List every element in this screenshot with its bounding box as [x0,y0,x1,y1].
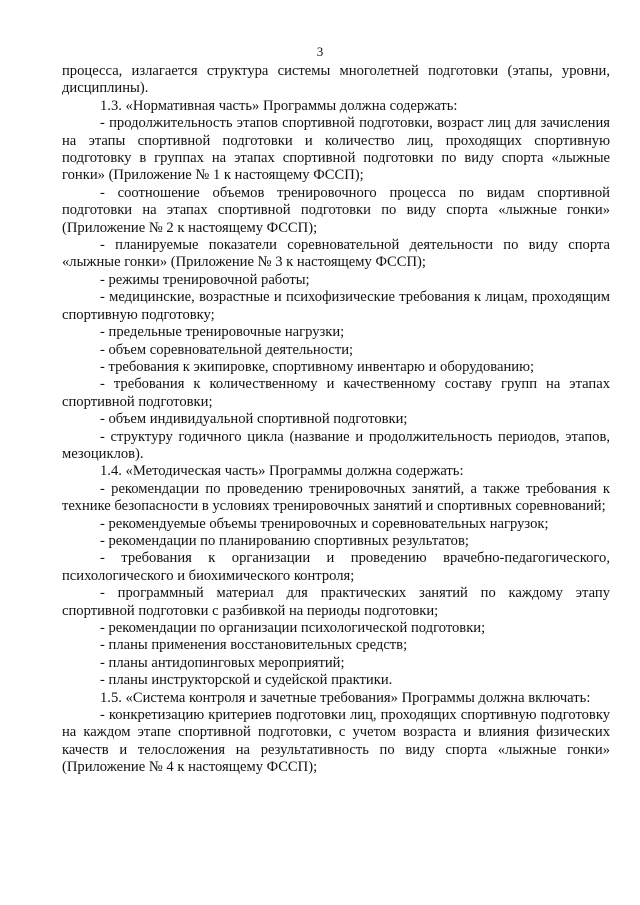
list-item: - рекомендации по планированию спортивных результатов; [100,532,469,549]
list-item: - соотношение объемов тренировочного процесса по видам спортивной подготовки на этапах спортивной подготовки по виду спорта «лыжные гонки» (Приложение № 2 к настоящему ФССП); [62,184,610,236]
list-item: - объем соревновательной деятельности; [100,341,354,358]
section-heading-1-5: 1.5. «Система контроля и зачетные требования» Программы должна включать: [100,689,591,706]
list-item: - программный материал для практических занятий по каждому этапу спортивной подготовки с разбивкой на периоды подготовки; [62,585,610,619]
list-item: - продолжительность этапов спортивной подготовки, возраст лиц для зачисления на этапы спортивной подготовки и количество лиц, проходящих спортивную подготовку в группах на этапах спортивной подготовки по виду спорта «лыжные гонки» (Приложение № 1 к настоящему ФССП); [62,115,610,184]
section-heading-1-3: 1.3. «Нормативная часть» Программы должна содержать: [100,97,458,114]
paragraph: процесса, излагается структура системы многолетней подготовки (этапы, уровни, дисциплины). [62,63,610,97]
list-item: - рекомендации по проведению тренировочных занятий, а также требования к технике безопасности в условиях тренировочных занятий и спортивных соревнований; [62,480,610,515]
list-item: - требования к количественному и качественному составу групп на этапах спортивной подготовки; [62,376,610,410]
list-item: - предельные тренировочные нагрузки; [100,324,345,341]
list-item: - рекомендуемые объемы тренировочных и соревновательных нагрузок; [100,515,549,532]
list-item: - конкретизацию критериев подготовки лиц, проходящих спортивную подготовку на каждом этапе спортивной подготовки, с учетом возраста и влияния физических качеств и телосложения на результативность по виду спорта «лыжные гонки» (Приложение № 4 к настоящему ФССП); [62,707,610,776]
list-item: - планы инструкторской и судейской практики. [100,672,393,689]
list-item: - требования к организации и проведению врачебно-педагогического, психологического и биохимического контроля; [62,550,610,584]
list-item: - планируемые показатели соревновательной деятельности по виду спорта «лыжные гонки» (Приложение № 3 к настоящему ФССП); [62,237,610,271]
list-item: - режимы тренировочной работы; [100,271,310,288]
list-item: - планы антидопинговых мероприятий; [100,654,345,671]
list-item: - планы применения восстановительных средств; [100,637,408,654]
list-item: - требования к экипировке, спортивному инвентарю и оборудованию; [100,358,535,375]
list-item: - структуру годичного цикла (название и продолжительность периодов, этапов, мезоциклов). [62,428,610,462]
document-body [62,63,610,777]
list-item: - объем индивидуальной спортивной подготовки; [100,411,408,428]
list-item: - рекомендации по организации психологической подготовки; [100,620,486,636]
list-item: - медицинские, возрастные и психофизические требования к лицам, проходящим спортивную подготовку; [62,289,610,323]
section-heading-1-4: 1.4. «Методическая часть» Программы должна содержать: [100,463,464,480]
page-number: 3 [316,44,324,59]
